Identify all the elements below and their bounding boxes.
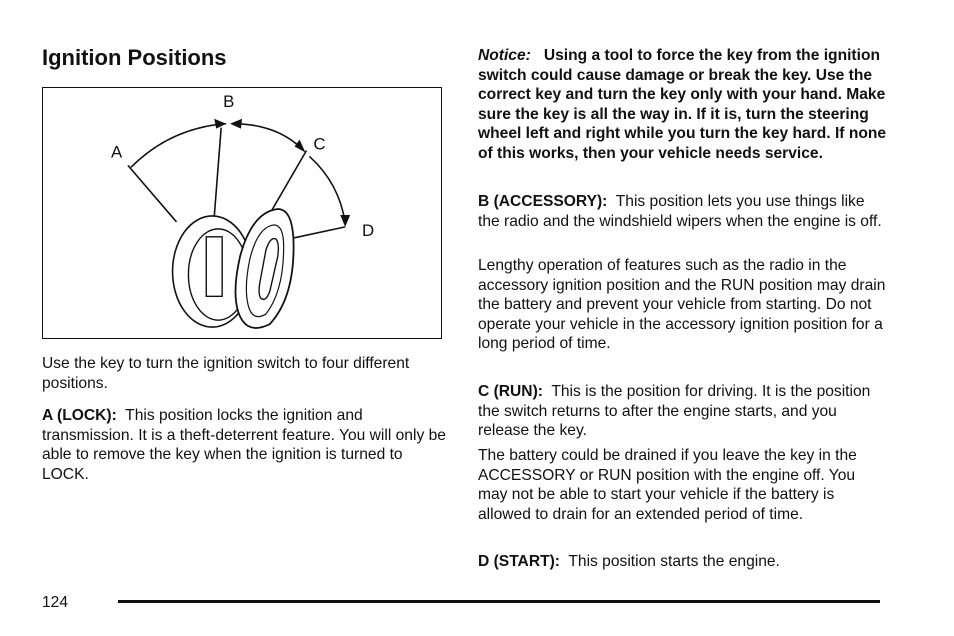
key-slot bbox=[206, 237, 222, 297]
line-c bbox=[267, 151, 307, 219]
notice-text: Using a tool to force the key from the ignition switch could cause damage or break the key. Use the correct key and turn the key only with your hand. Make sure the key is all the way in. If it is, turn the steering wheel left and right while you turn the key hard. If none of this works, then your vehicle needs service. bbox=[478, 47, 887, 162]
arrow-b2 bbox=[230, 119, 242, 129]
accessory-text: This position lets you use things like the radio and the windshield wipers when the engine is off. bbox=[478, 193, 882, 230]
notice-term: Notice: bbox=[478, 47, 531, 64]
ignition-diagram bbox=[43, 88, 441, 338]
accessory-paragraph bbox=[478, 192, 888, 231]
arrow-c bbox=[295, 140, 306, 153]
line-a bbox=[128, 165, 177, 222]
start-term: D (START): bbox=[478, 553, 560, 570]
run-text: This is the position for driving. It is the position the switch returns to after the engine starts, and you release the key. bbox=[478, 383, 871, 440]
accessory-term: B (ACCESSORY): bbox=[478, 193, 608, 210]
line-d bbox=[290, 227, 346, 239]
run-paragraph bbox=[478, 382, 888, 441]
label-c: C bbox=[313, 134, 326, 154]
label-a: A bbox=[111, 142, 123, 162]
page-heading: Ignition Positions bbox=[42, 45, 227, 70]
start-paragraph bbox=[478, 552, 888, 572]
arc-c-d bbox=[309, 156, 345, 222]
footer-rule bbox=[118, 600, 880, 603]
battery-paragraph: The battery could be drained if you leave the key in the ACCESSORY or RUN position with the engine off. You may not be able to start your vehicle if the battery is allowed to drain for an extended period of time. bbox=[478, 447, 857, 523]
arrow-b bbox=[214, 119, 226, 129]
page-number: 124 bbox=[42, 594, 69, 611]
label-b: B bbox=[223, 91, 235, 111]
line-b bbox=[214, 128, 221, 217]
label-d: D bbox=[362, 220, 375, 240]
lock-paragraph bbox=[42, 406, 452, 484]
intro-paragraph: Use the key to turn the ignition switch to four different positions. bbox=[42, 355, 410, 392]
start-text: This position starts the engine. bbox=[568, 553, 780, 570]
arrow-d bbox=[340, 215, 350, 227]
run-term: C (RUN): bbox=[478, 383, 543, 400]
notice-paragraph bbox=[478, 46, 888, 164]
lock-term: A (LOCK): bbox=[42, 407, 117, 424]
lock-text: This position locks the ignition and transmission. It is a theft-deterrent feature. You will only be able to remove the key when the ignition is turned to LOCK. bbox=[42, 407, 446, 483]
arc-b-c bbox=[232, 124, 303, 151]
lengthy-paragraph: Lengthy operation of features such as the radio in the accessory ignition position and the RUN position may drain the battery and prevent your vehicle from starting. Do not operate your vehicle in the accessory ignition position for a long period of time. bbox=[478, 257, 886, 353]
ignition-figure bbox=[42, 87, 442, 339]
arc-a-b bbox=[131, 124, 226, 168]
